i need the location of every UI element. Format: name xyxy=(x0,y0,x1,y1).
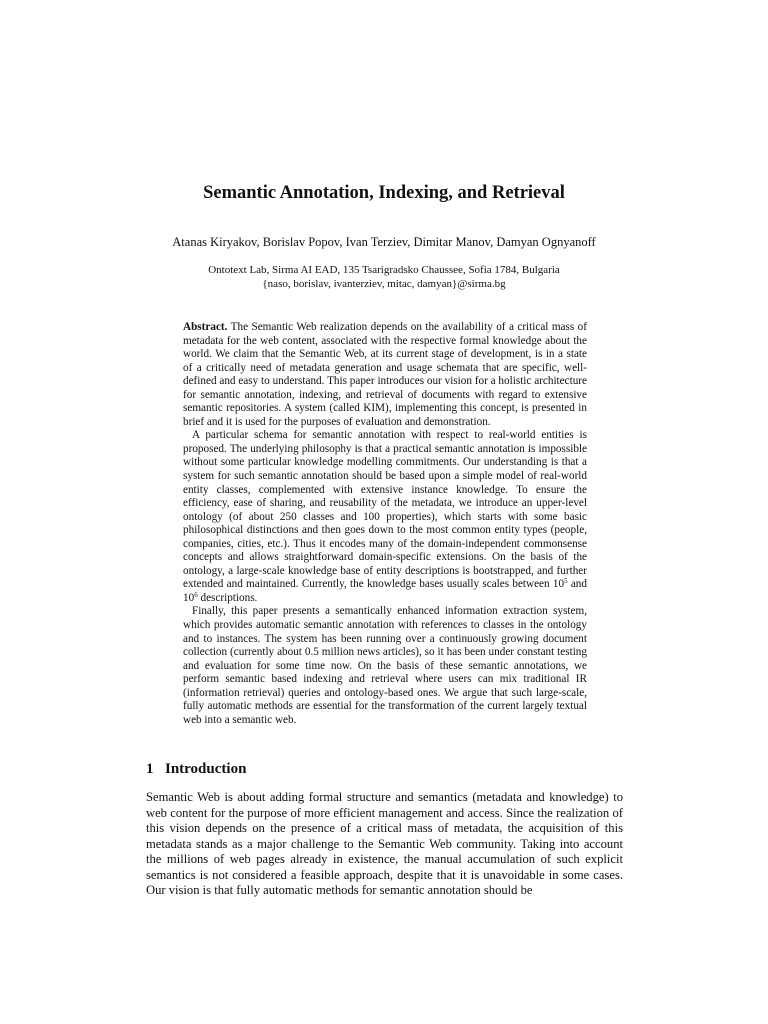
exponent-6: 6 xyxy=(194,590,198,599)
abstract xyxy=(183,321,587,727)
abstract-text-1: The Semantic Web realization depends on the availability of a critical mass of metadata for the web content, associated with the respective formal knowledge about the world. We claim that the Semantic Web, at its current stage of development, is in a state of a critically need of metadata generation and usage schemata that are specific, well-defined and easy to understand. This paper introduces our vision for a holistic architecture for semantic annotation, indexing, and retrieval of documents with regard to extensive semantic repositories. A system (called KIM), implementing this concept, is presented in brief and it is used for the purposes of evaluation and demonstration. xyxy=(183,321,587,428)
paper-title: Semantic Annotation, Indexing, and Retrieval xyxy=(203,183,565,203)
section-heading xyxy=(146,761,246,778)
abstract-text-2-end: descriptions. xyxy=(197,591,258,604)
section-number: 1 xyxy=(146,761,154,777)
abstract-paragraph-3 xyxy=(183,605,587,727)
exponent-5: 5 xyxy=(564,577,568,586)
introduction-paragraph: Semantic Web is about adding formal structure and semantics (metadata and knowledge) to web content for the purpose of more efficient management and access. Since the realization of this vision depends on the presence of a critical mass of metadata, the acquisition of this metadata stands as a major challenge to the Semantic Web community. Taking into account the millions of web pages already in existence, the manual accumulation of such explicit semantics is not considered a feasible approach, despite that it is unavoidable in some cases. Our vision is that fully automatic methods for semantic annotation should be xyxy=(146,790,623,897)
abstract-paragraph-2 xyxy=(183,429,587,605)
abstract-paragraph-1 xyxy=(183,321,587,429)
author-list: Atanas Kiryakov, Borislav Popov, Ivan Terziev, Dimitar Manov, Damyan Ognyanoff xyxy=(172,235,596,249)
abstract-text-3: Finally, this paper presents a semantically enhanced information extraction system, which provides automatic semantic annotation with references to classes in the ontology and to instances. The system has been running over a continuously growing document collection (currently about 0.5 million news articles), so it has been under constant testing and evaluation for some time now. On the basis of these semantic annotations, we perform semantic based indexing and retrieval where users can mix traditional IR (information retrieval) queries and ontology-based ones. We argue that such large-scale, fully automatic methods are essential for the transformation of the current largely textual web into a semantic web. xyxy=(183,605,587,726)
affiliation-block xyxy=(0,263,768,291)
abstract-text-2: A particular schema for semantic annotation with respect to real-world entities is proposed. The underlying philosophy is that a practical semantic annotation is impossible without some particular knowledge modelling commitments. Our understanding is that a system for such semantic annotation should be based upon a simple model of real-world entity classes, complemented with extensive instance knowledge. To ensure the efficiency, ease of sharing, and reusability of the metadata, we introduce an upper-level ontology (of about 250 classes and 100 properties), which starts with some basic philosophical distinctions and then goes down to the most common entity types (people, companies, cities, etc.). Thus it encodes many of the domain-independent commonsense concepts and allows straightforward domain-specific extensions. On the basis of the ontology, a large-scale knowledge base of entity descriptions is bootstrapped, and further extended and maintained. Currently, the knowledge bases usually scales between 10 xyxy=(183,429,587,591)
section-title: Introduction xyxy=(165,761,247,777)
abstract-text-2-and: and 10 xyxy=(183,578,587,604)
abstract-label: Abstract. xyxy=(183,321,228,333)
author-emails: {naso, borislav, ivanterziev, mitac, damyan}@sirma.bg xyxy=(262,278,506,290)
affiliation: Ontotext Lab, Sirma AI EAD, 135 Tsarigradsko Chaussee, Sofia 1784, Bulgaria xyxy=(208,264,560,276)
